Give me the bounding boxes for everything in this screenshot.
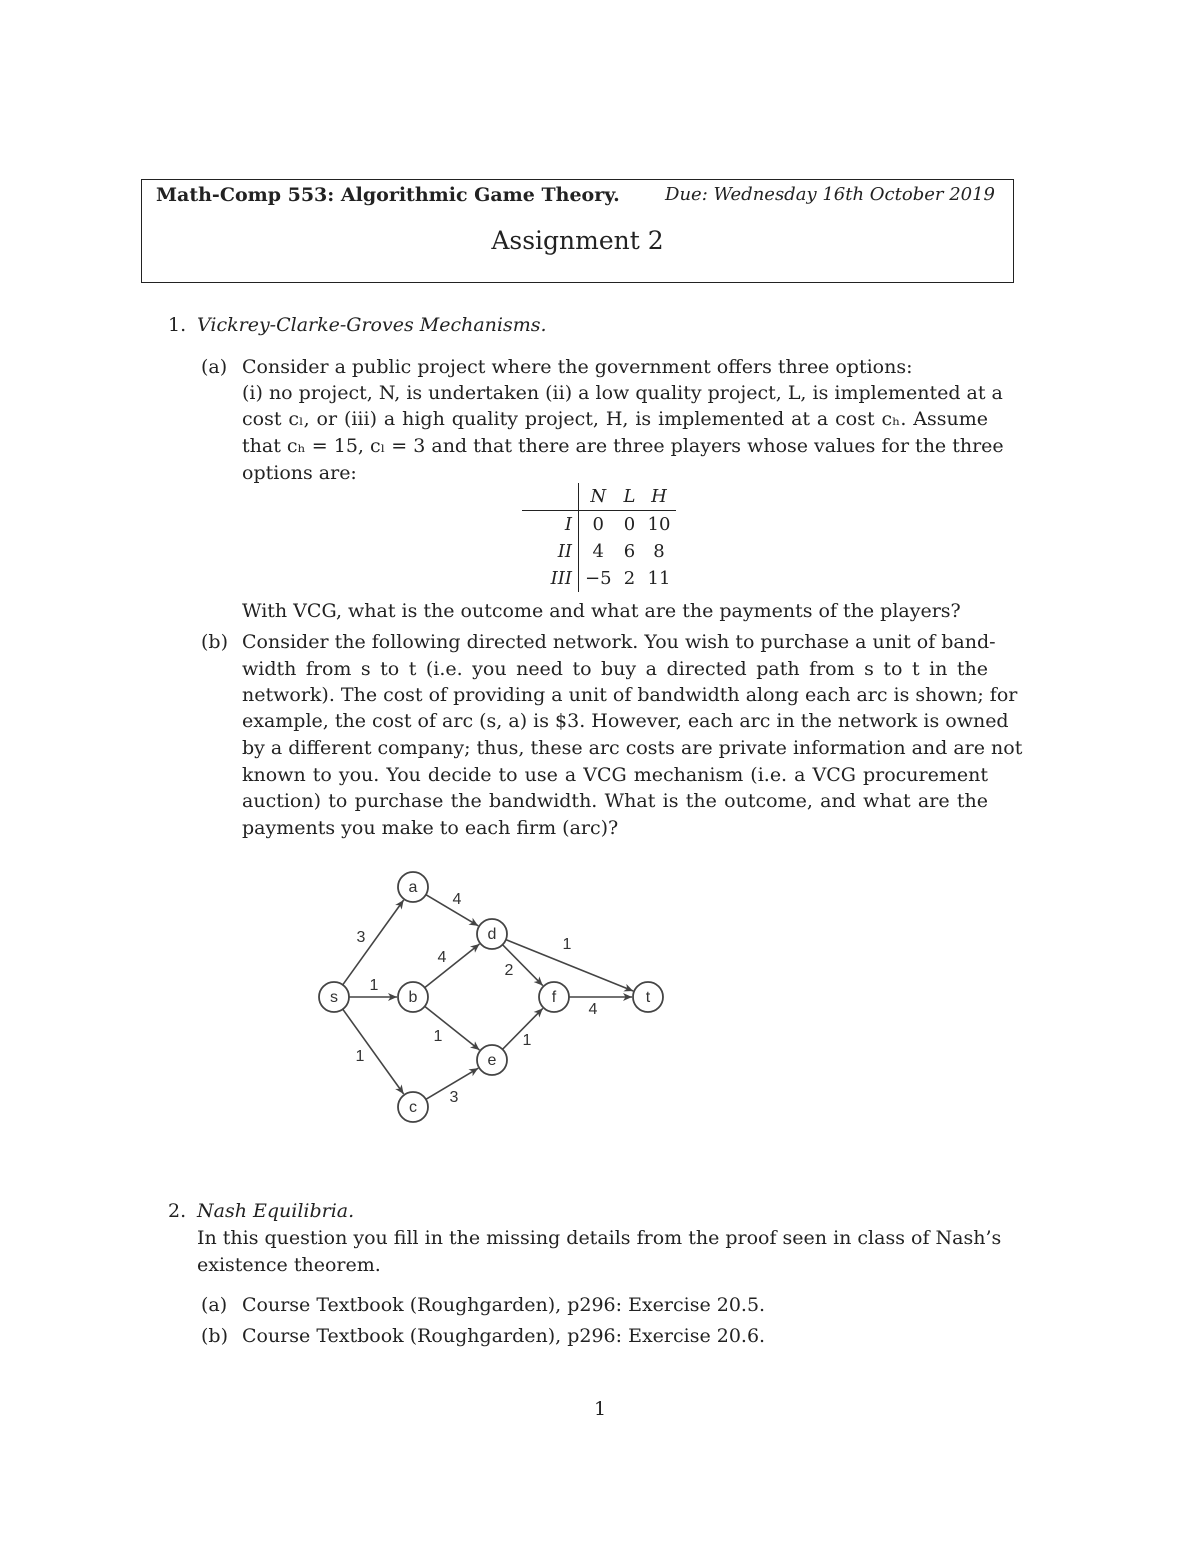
- table-cell: −5: [585, 568, 612, 589]
- edge-b-d: [425, 944, 480, 988]
- q1a-line: (i) no project, N, is undertaken (ii) a low quality project, L, is implemented at a: [242, 382, 1003, 404]
- table-cell: 0: [592, 514, 604, 535]
- q1-number: 1.: [168, 314, 187, 336]
- edge-cost-label: 2: [504, 962, 514, 980]
- table-cell: 2: [623, 568, 636, 589]
- node-label: s: [330, 989, 338, 1007]
- q2-number: 2.: [168, 1200, 187, 1222]
- table-cell: 10: [647, 514, 671, 535]
- table-cell: 4: [592, 541, 604, 562]
- q2a-text: Course Textbook (Roughgarden), p296: Exercise 20.5.: [242, 1294, 766, 1316]
- node-label: c: [409, 1099, 417, 1117]
- edge-cost-label: 4: [588, 1001, 598, 1019]
- q1b-line: by a different company; thus, these arc costs are private information and are not: [242, 737, 1023, 759]
- node-label: d: [487, 926, 497, 944]
- edge-cost-label: 1: [369, 977, 379, 995]
- table-row: [522, 538, 676, 565]
- player-label: III: [522, 565, 579, 592]
- q2b-label: (b): [201, 1325, 228, 1347]
- page-title: Assignment 2: [491, 226, 664, 255]
- page-number: 1: [593, 1398, 607, 1420]
- edge-cost-label: 3: [356, 929, 366, 947]
- q1a-line: that cₕ = 15, cₗ = 3 and that there are three players whose values for the three: [242, 435, 1004, 457]
- player-label: I: [522, 511, 579, 539]
- edge-cost-label: 1: [562, 936, 572, 954]
- node-label: b: [408, 989, 418, 1007]
- q1b-line: auction) to purchase the bandwidth. What is the outcome, and what are the: [242, 790, 988, 812]
- q2-intro: In this question you fill in the missing details from the proof seen in class of Nash’s: [197, 1227, 1002, 1249]
- edge-cost-label: 1: [355, 1048, 365, 1066]
- table-row: [522, 565, 676, 592]
- q1b-line: Consider the following directed network. You wish to purchase a unit of band-: [242, 631, 996, 653]
- q1a-question: With VCG, what is the outcome and what are the payments of the players?: [242, 600, 961, 622]
- edge-cost-label: 4: [437, 949, 447, 967]
- course-title: Math-Comp 553: Algorithmic Game Theory.: [156, 184, 620, 206]
- q2-title: Nash Equilibria.: [197, 1200, 355, 1222]
- network-diagram: [300, 860, 700, 1140]
- edge-cost-label: 4: [452, 891, 462, 909]
- edge-s-c: [343, 1009, 404, 1094]
- edge-cost-label: 1: [522, 1032, 532, 1050]
- q1-title: Vickrey-Clarke-Groves Mechanisms.: [197, 314, 547, 336]
- q1a-line: options are:: [242, 462, 357, 484]
- edge-cost-label: 1: [433, 1028, 443, 1046]
- node-label: t: [645, 989, 651, 1007]
- node-label: e: [487, 1052, 497, 1070]
- table-cell: 0: [623, 514, 636, 535]
- q2b-text: Course Textbook (Roughgarden), p296: Exercise 20.6.: [242, 1325, 766, 1347]
- q1b-label: (b): [201, 631, 228, 653]
- table-cell: 6: [623, 541, 636, 562]
- header-box: [141, 179, 1014, 283]
- q1a-line: cost cₗ, or (iii) a high quality project, H, is implemented at a cost cₕ. Assume: [242, 408, 988, 430]
- edge-cost-label: 3: [449, 1089, 459, 1107]
- table-cell: 11: [647, 568, 671, 589]
- q2-intro: existence theorem.: [197, 1254, 381, 1276]
- table-cell: 8: [653, 541, 665, 562]
- due-date: Due: Wednesday 16th October 2019: [665, 184, 995, 205]
- edge-s-a: [343, 900, 404, 985]
- node-label: f: [551, 989, 557, 1007]
- table-header: L: [618, 483, 642, 511]
- table-header: N: [579, 483, 618, 511]
- q1b-line: payments you make to each firm (arc)?: [242, 817, 619, 839]
- values-table: [522, 483, 676, 592]
- q1a-label: (a): [201, 356, 228, 378]
- node-label: a: [408, 879, 418, 897]
- table-corner: [522, 483, 579, 511]
- q1b-line: known to you. You decide to use a VCG mechanism (i.e. a VCG procurement: [242, 764, 988, 786]
- q2a-label: (a): [201, 1294, 228, 1316]
- q1b-line: example, the cost of arc (s, a) is $3. However, each arc in the network is owned: [242, 710, 1009, 732]
- q1b-line: width from s to t (i.e. you need to buy a directed path from s to t in the: [242, 658, 988, 680]
- table-row: [522, 511, 676, 539]
- q1b-line: network). The cost of providing a unit of bandwidth along each arc is shown; for: [242, 684, 1018, 706]
- table-header: H: [642, 483, 677, 511]
- player-label: II: [522, 538, 579, 565]
- q1a-line: Consider a public project where the government offers three options:: [242, 356, 913, 378]
